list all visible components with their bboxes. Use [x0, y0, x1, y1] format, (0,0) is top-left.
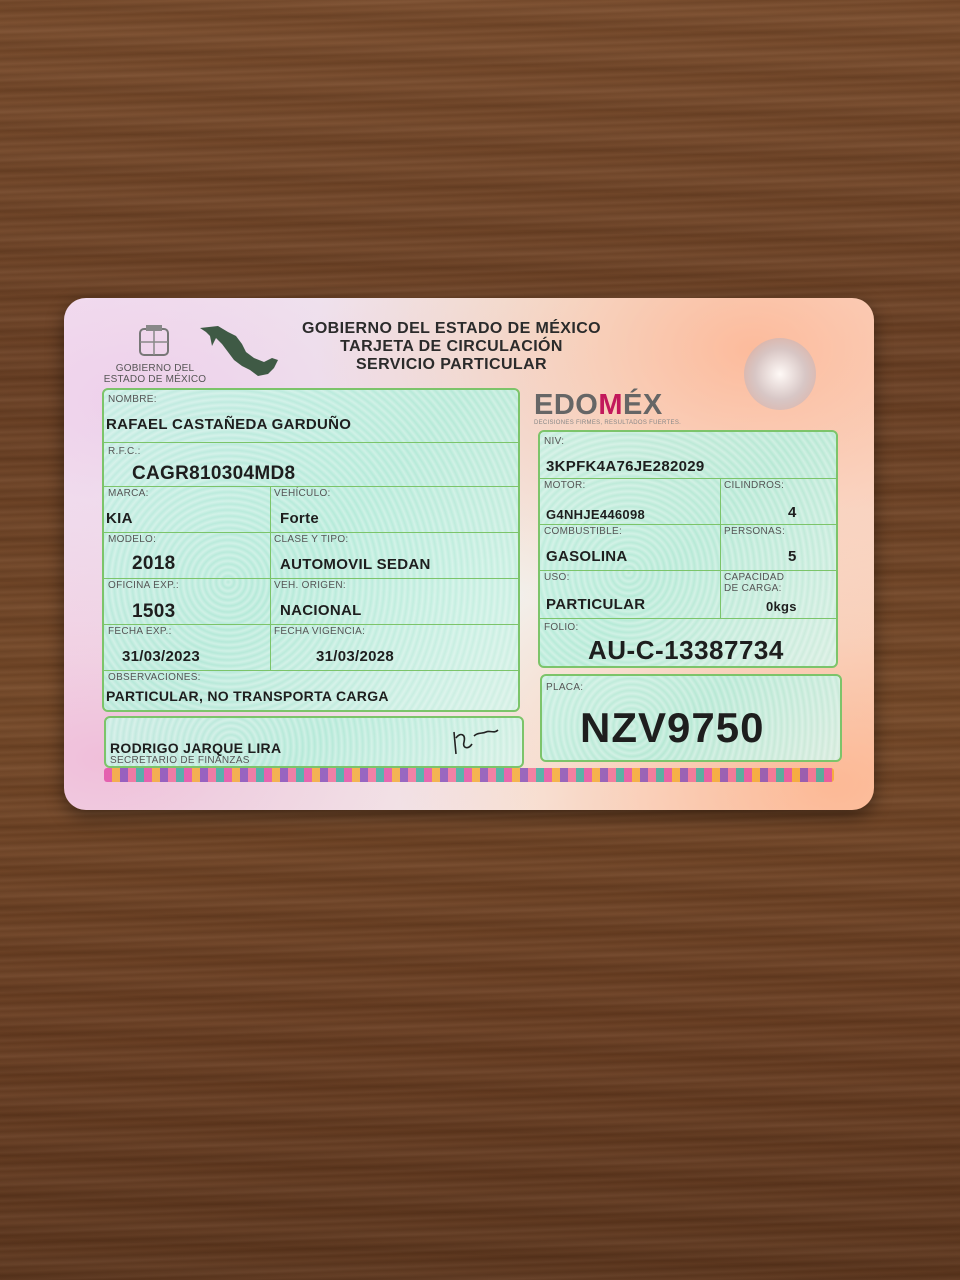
mexico-map-icon: [198, 322, 280, 380]
secretary-title: SECRETARIO DE FINANZAS: [110, 755, 250, 766]
decorative-pattern-strip: [104, 768, 834, 782]
hologram-seal: [744, 338, 816, 410]
fecha-vig-value: 31/03/2028: [316, 648, 395, 665]
vehiculo-label: VEHÍCULO:: [274, 488, 331, 499]
owner-name: RAFAEL CASTAÑEDA GARDUÑO: [106, 416, 352, 433]
oficina-label: OFICINA EXP.:: [108, 580, 179, 591]
folio-label: FOLIO:: [544, 622, 579, 633]
clase-value: AUTOMOVIL SEDAN: [280, 556, 431, 573]
marca-label: MARCA:: [108, 488, 149, 499]
fecha-exp-value: 31/03/2023: [122, 648, 201, 665]
plate-number: NZV9750: [580, 704, 765, 751]
fecha-exp-label: FECHA EXP.:: [108, 626, 172, 637]
personas-label: PERSONAS:: [724, 526, 786, 537]
placa-panel: [540, 674, 842, 762]
capacidad-value: 0kgs: [766, 599, 797, 614]
vehicle-data-panel: [538, 430, 838, 668]
observaciones-label: OBSERVACIONES:: [108, 672, 201, 683]
motor-label: MOTOR:: [544, 480, 586, 491]
brand-tagline: DECISIONES FIRMES, RESULTADOS FUERTES.: [534, 420, 682, 426]
header-line2: TARJETA DE CIRCULACIÓN: [340, 338, 563, 355]
card-header: [274, 320, 629, 374]
niv-value: 3KPFK4A76JE282029: [546, 458, 705, 475]
marca-value: KIA: [106, 510, 133, 527]
motor-value: G4NHJE446098: [546, 507, 645, 522]
brand-edo: EDO: [534, 389, 599, 421]
modelo-value: 2018: [132, 553, 176, 574]
uso-label: USO:: [544, 572, 570, 583]
header-line1: GOBIERNO DEL ESTADO DE MÉXICO: [301, 320, 602, 337]
nombre-label: NOMBRE:: [108, 394, 157, 405]
niv-label: NIV:: [544, 436, 565, 447]
edomex-wordmark: [534, 390, 704, 420]
secretary-panel: [104, 716, 524, 768]
combustible-label: COMBUSTIBLE:: [544, 526, 623, 537]
state-seal-icon: [136, 323, 172, 359]
personas-value: 5: [788, 548, 797, 565]
government-small-label: [100, 363, 210, 385]
placa-label: PLACA:: [546, 682, 584, 693]
signature-icon: [446, 724, 516, 762]
cilindros-label: CILINDROS:: [724, 480, 785, 491]
clase-label: CLASE Y TIPO:: [274, 534, 349, 545]
gov-small-line1: GOBIERNO DEL: [115, 363, 195, 374]
origen-label: VEH. ORIGEN:: [274, 580, 346, 591]
observaciones-value: PARTICULAR, NO TRANSPORTA CARGA: [106, 688, 389, 704]
fecha-vig-label: FECHA VIGENCIA:: [274, 626, 366, 637]
folio-value: AU-C-13387734: [588, 635, 784, 665]
cilindros-value: 4: [788, 504, 797, 521]
rfc-label: R.F.C.:: [108, 446, 141, 457]
uso-value: PARTICULAR: [546, 596, 646, 613]
oficina-value: 1503: [132, 601, 176, 622]
capacidad-label-1: CAPACIDAD: [724, 572, 785, 583]
vehiculo-value: Forte: [280, 510, 319, 527]
secretary-name: RODRIGO JARQUE LIRA: [110, 740, 282, 756]
capacidad-label-2: DE CARGA:: [724, 583, 782, 594]
brand-m: M: [598, 389, 624, 421]
modelo-label: MODELO:: [108, 534, 157, 545]
owner-vehicle-panel: [102, 388, 520, 712]
combustible-value: GASOLINA: [546, 548, 628, 565]
vehicle-registration-card: [64, 298, 874, 810]
gov-small-line2: ESTADO DE MÉXICO: [103, 374, 207, 385]
header-line3: SERVICIO PARTICULAR: [355, 356, 548, 373]
edomex-brand: [534, 390, 704, 426]
rfc-value: CAGR810304MD8: [132, 463, 296, 484]
origen-value: NACIONAL: [280, 602, 362, 619]
brand-ex: ÉX: [623, 389, 663, 421]
